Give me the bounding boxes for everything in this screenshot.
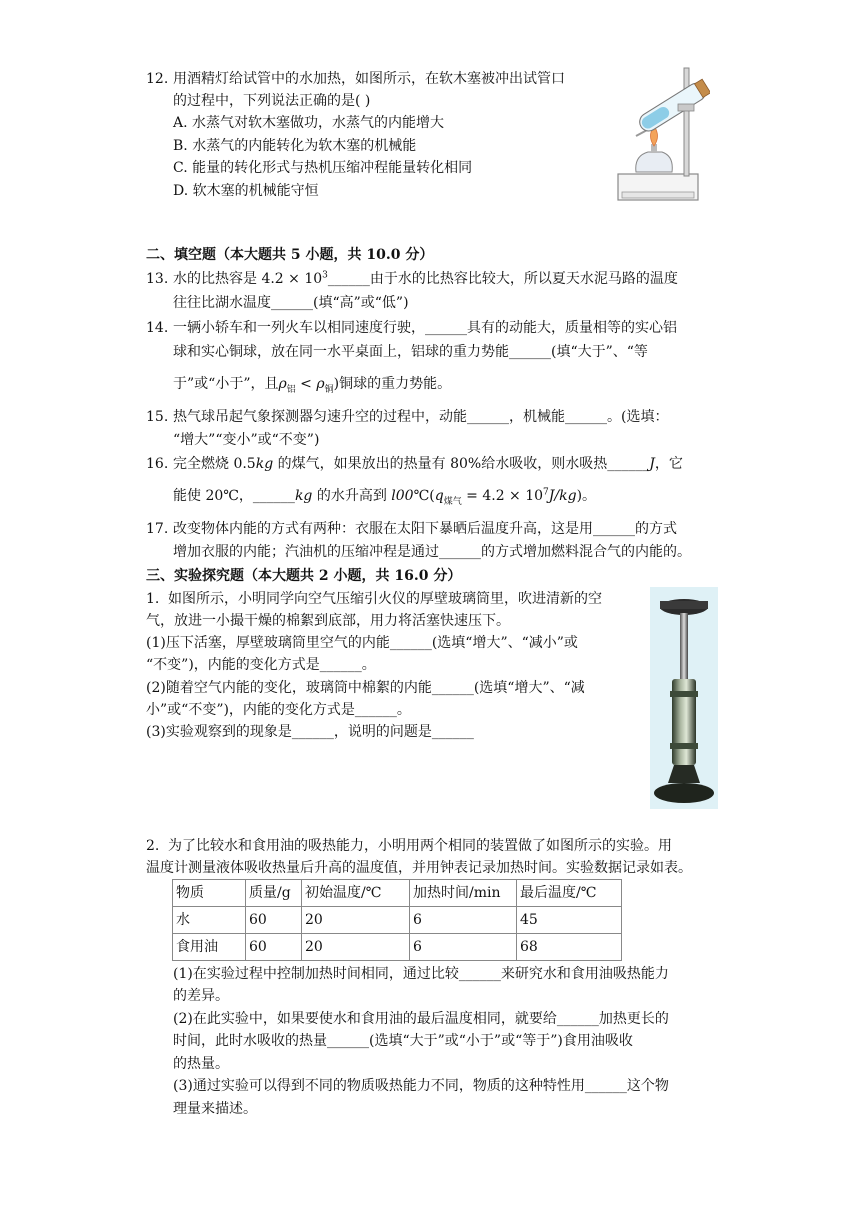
test-tube-heating-figure <box>614 64 710 204</box>
section-2-title: 二、填空题（本大题共 5 小题，共 10.0 分） <box>146 247 434 263</box>
e2-p3-line2: 理量来描述。 <box>173 1101 257 1117</box>
e2-number: 2. <box>146 838 160 854</box>
table-header-cell: 最后温度/℃ <box>517 880 622 907</box>
table-row <box>173 907 622 934</box>
table-cell: 45 <box>517 907 622 934</box>
e1-line2: 气，放进一小撮干燥的棉絮到底部，用力将活塞快速压下。 <box>146 613 510 629</box>
q12-option-a: A. 水蒸气对软木塞做功，水蒸气的内能增大 <box>173 115 445 131</box>
q12-option-b: B. 水蒸气的内能转化为软木塞的机械能 <box>173 138 417 154</box>
q12-option-c: C. 能量的转化形式与热机压缩冲程能量转化相同 <box>173 160 473 176</box>
q14-line2: 球和实心铜球，放在同一水平桌面上，铝球的重力势能______(填“大于”、“等 <box>173 344 648 360</box>
table-header-cell: 初始温度/℃ <box>302 880 410 907</box>
q14-line1: 一辆小轿车和一列火车以相同速度行驶，______具有的动能大，质量相等的实心铝 <box>173 320 677 336</box>
table-cell: 68 <box>517 934 622 961</box>
experiment-data-table <box>172 879 622 961</box>
e2-line1: 为了比较水和食用油的吸热能力，小明用两个相同的装置做了如图所示的实验。用 <box>168 838 672 854</box>
q12-stem-line2: 的过程中，下列说法正确的是( ) <box>173 93 371 109</box>
e2-p2-line3: 的热量。 <box>173 1056 229 1072</box>
e2-p3-line1: (3)通过实验可以得到不同的物质吸热能力不同，物质的这种特性用______这个物 <box>173 1078 669 1094</box>
q12-number: 12. <box>146 71 169 87</box>
q13-line2: 往往比湖水温度______(填“高”或“低”) <box>173 295 409 311</box>
q15-line1: 热气球吊起气象探测器匀速升空的过程中，动能______，机械能______。(选填： <box>173 409 669 425</box>
table-header-cell: 质量/g <box>246 880 302 907</box>
e1-line1: 如图所示，小明同学向空气压缩引火仪的厚壁玻璃筒里，吹进清新的空 <box>168 591 602 607</box>
table-header-row <box>173 880 622 907</box>
table-cell: 6 <box>410 907 517 934</box>
q17-number: 17. <box>146 521 169 537</box>
q12-option-d: D. 软木塞的机械能守恒 <box>173 183 319 199</box>
table-row <box>173 934 622 961</box>
table-cell: 20 <box>302 934 410 961</box>
q16-line2: 能使 20℃，______kg 的水升高到 $l00℃(q_{煤气} = 4.2 \times 10^7J/kg)$。 <box>173 487 597 507</box>
e1-number: 1. <box>146 591 160 607</box>
table-cell: 食用油 <box>173 934 246 961</box>
q16-number: 16. <box>146 456 169 472</box>
table-cell: 60 <box>246 934 302 961</box>
q17-line2: 增加衣服的内能；汽油机的压缩冲程是通过______的方式增加燃料混合气的内能的。 <box>173 544 691 560</box>
q13-number: 13. <box>146 271 169 287</box>
q15-line2: “增大”“变小”或“不变”) <box>173 432 320 448</box>
table-cell: 6 <box>410 934 517 961</box>
q14-number: 14. <box>146 320 169 336</box>
q13-line1: 水的比热容是 $4.2 \times 10^3\_\_\_\_\_\_$由于水的比热容比较大，所以夏天水泥马路的温度 <box>173 270 678 287</box>
table-cell: 水 <box>173 907 246 934</box>
air-compression-igniter-figure <box>650 587 718 809</box>
e2-line2: 温度计测量液体吸收热量后升高的温度值，并用钟表记录加热时间。实验数据记录如表。 <box>146 860 692 876</box>
e2-p2-line2: 时间，此时水吸收的热量______(选填“大于”或“小于”或“等于”)食用油吸收 <box>173 1033 633 1049</box>
e2-p2-line1: (2)在此实验中，如果要使水和食用油的最后温度相同，就要给______加热更长的 <box>173 1011 669 1027</box>
section-3-title: 三、实验探究题（本大题共 2 小题，共 16.0 分） <box>146 568 462 584</box>
e1-line6: 小”或“不变”)，内能的变化方式是______。 <box>146 702 411 718</box>
e2-p1-line1: (1)在实验过程中控制加热时间相同，通过比较______来研究水和食用油吸热能力 <box>173 966 669 982</box>
q14-line3: 于”或“小于”，且$\rho_铝 < \rho_铜$)铜球的重力势能。 <box>173 376 452 395</box>
q12-stem-line1: 用酒精灯给试管中的水加热，如图所示，在软木塞被冲出试管口 <box>173 71 565 87</box>
table-header-cell: 物质 <box>173 880 246 907</box>
table-cell: 20 <box>302 907 410 934</box>
q17-line1: 改变物体内能的方式有两种：衣服在太阳下暴晒后温度升高，这是用______的方式 <box>173 521 677 537</box>
e1-line7: (3)实验观察到的现象是______，说明的问题是______ <box>146 724 474 740</box>
e1-line5: (2)随着空气内能的变化，玻璃筒中棉絮的内能______(选填“增大”、“减 <box>146 680 585 696</box>
table-header-cell: 加热时间/min <box>410 880 517 907</box>
e2-p1-line2: 的差异。 <box>173 988 229 1004</box>
e1-line4: “不变”)，内能的变化方式是______。 <box>146 657 376 673</box>
q16-line1: 完全燃烧 0.5kg 的煤气，如果放出的热量有 80%给水吸收，则水吸热______J，它 <box>173 456 683 472</box>
q15-number: 15. <box>146 409 169 425</box>
e1-line3: (1)压下活塞，厚壁玻璃筒里空气的内能______(选填“增大”、“减小”或 <box>146 635 578 651</box>
table-cell: 60 <box>246 907 302 934</box>
